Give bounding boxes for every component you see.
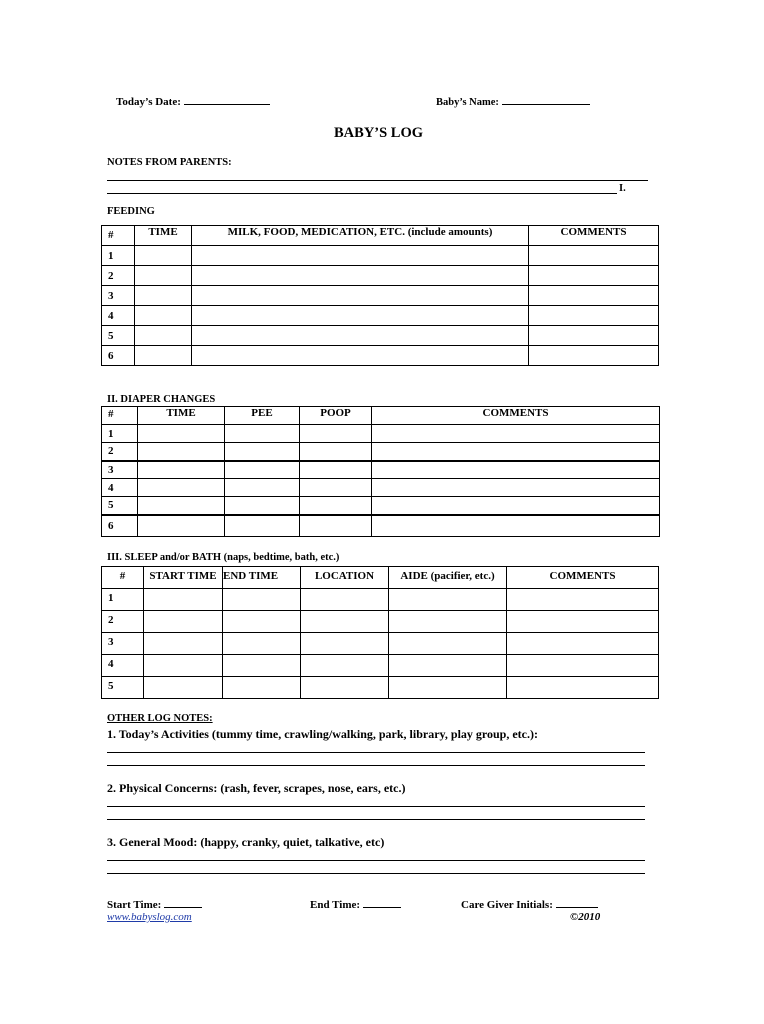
end-time-cell[interactable] xyxy=(223,611,301,633)
feeding-col-num: # xyxy=(102,226,135,246)
location-cell[interactable] xyxy=(301,611,389,633)
milk-cell[interactable] xyxy=(192,346,529,366)
milk-cell[interactable] xyxy=(192,326,529,346)
row-number: 2 xyxy=(102,266,135,286)
comments-cell[interactable] xyxy=(372,443,660,461)
mood-line-2[interactable] xyxy=(107,873,645,874)
comments-cell[interactable] xyxy=(372,425,660,443)
poop-cell[interactable] xyxy=(300,515,372,537)
general-mood-prompt: 3. General Mood: (happy, cranky, quiet, talkative, etc) xyxy=(107,835,385,849)
diaper-col-num: # xyxy=(102,407,138,425)
sleep-col-num: # xyxy=(102,567,144,589)
table-row xyxy=(102,633,659,655)
table-row xyxy=(102,326,659,346)
row-number: 2 xyxy=(102,443,138,461)
diaper-col-poop: POOP xyxy=(300,407,372,425)
comments-cell[interactable] xyxy=(529,246,659,266)
time-cell[interactable] xyxy=(135,266,192,286)
table-row xyxy=(102,246,659,266)
start-time-cell[interactable] xyxy=(144,677,223,699)
row-number: 4 xyxy=(102,655,144,677)
start-time-field[interactable] xyxy=(107,899,202,911)
time-cell[interactable] xyxy=(138,443,225,461)
physical-concerns-prompt: 2. Physical Concerns: (rash, fever, scrapes, nose, ears, etc.) xyxy=(107,781,406,795)
notes-line-2[interactable] xyxy=(107,193,617,194)
table-row xyxy=(102,443,660,461)
comments-cell[interactable] xyxy=(372,515,660,537)
time-cell[interactable] xyxy=(138,425,225,443)
table-row xyxy=(102,425,660,443)
time-cell[interactable] xyxy=(135,286,192,306)
time-cell[interactable] xyxy=(138,461,225,479)
table-row xyxy=(102,611,659,633)
poop-cell[interactable] xyxy=(300,497,372,515)
caregiver-initials-field[interactable] xyxy=(461,899,598,911)
notes-from-parents-label: NOTES FROM PARENTS: xyxy=(107,157,232,168)
row-number: 1 xyxy=(102,425,138,443)
time-cell[interactable] xyxy=(135,326,192,346)
table-row xyxy=(102,479,660,497)
activities-line-1[interactable] xyxy=(107,752,645,753)
location-cell[interactable] xyxy=(301,633,389,655)
feeding-header-row xyxy=(102,226,659,246)
row-number: 3 xyxy=(102,286,135,306)
comments-cell[interactable] xyxy=(507,633,659,655)
sleep-col-start-time: START TIME xyxy=(144,567,223,589)
baby-name-label: Baby’s Name: xyxy=(436,97,499,108)
sleep-bath-label: III. SLEEP and/or BATH (naps, bedtime, bath, etc.) xyxy=(107,552,340,563)
other-log-notes-label: OTHER LOG NOTES: xyxy=(107,713,213,724)
row-number: 5 xyxy=(102,326,135,346)
table-row xyxy=(102,589,659,611)
start-time-label: Start Time: xyxy=(107,899,162,911)
sleep-col-comments: COMMENTS xyxy=(507,567,659,589)
caregiver-initials-blank[interactable] xyxy=(556,907,598,908)
table-row xyxy=(102,266,659,286)
start-time-cell[interactable] xyxy=(144,655,223,677)
end-time-cell[interactable] xyxy=(223,677,301,699)
poop-cell[interactable] xyxy=(300,479,372,497)
sleep-col-location: LOCATION xyxy=(301,567,389,589)
row-number: 1 xyxy=(102,589,144,611)
feeding-table xyxy=(101,225,659,366)
aide-cell[interactable] xyxy=(389,655,507,677)
diaper-changes-label: II. DIAPER CHANGES xyxy=(107,394,216,405)
row-number: 5 xyxy=(102,497,138,515)
milk-cell[interactable] xyxy=(192,266,529,286)
row-number: 2 xyxy=(102,611,144,633)
poop-cell[interactable] xyxy=(300,461,372,479)
row-number: 3 xyxy=(102,461,138,479)
website-link[interactable]: www.babyslog.com xyxy=(107,911,192,923)
table-row xyxy=(102,497,660,515)
time-cell[interactable] xyxy=(135,306,192,326)
comments-cell[interactable] xyxy=(507,655,659,677)
poop-cell[interactable] xyxy=(300,425,372,443)
aide-cell[interactable] xyxy=(389,611,507,633)
feeding-col-milk: MILK, FOOD, MEDICATION, ETC. (include amounts) xyxy=(192,226,529,246)
comments-cell[interactable] xyxy=(372,479,660,497)
comments-cell[interactable] xyxy=(529,286,659,306)
time-cell[interactable] xyxy=(135,246,192,266)
activities-line-2[interactable] xyxy=(107,765,645,766)
comments-cell[interactable] xyxy=(529,306,659,326)
pee-cell[interactable] xyxy=(225,425,300,443)
end-time-cell[interactable] xyxy=(223,633,301,655)
start-time-cell[interactable] xyxy=(144,633,223,655)
comments-cell[interactable] xyxy=(507,677,659,699)
end-time-label: End Time: xyxy=(310,899,361,911)
row-number: 6 xyxy=(102,346,135,366)
notes-line-1[interactable] xyxy=(107,180,648,181)
end-time-blank[interactable] xyxy=(363,907,401,908)
aide-cell[interactable] xyxy=(389,589,507,611)
table-row xyxy=(102,655,659,677)
time-cell[interactable] xyxy=(135,346,192,366)
physical-line-2[interactable] xyxy=(107,819,645,820)
row-number: 1 xyxy=(102,246,135,266)
milk-cell[interactable] xyxy=(192,306,529,326)
location-cell[interactable] xyxy=(301,655,389,677)
activities-prompt: 1. Today’s Activities (tummy time, crawling/walking, park, library, play group, etc.): xyxy=(107,727,538,741)
table-row xyxy=(102,286,659,306)
row-number: 6 xyxy=(102,515,138,537)
sleep-col-end-time: END TIME xyxy=(223,567,301,589)
comments-cell[interactable] xyxy=(507,589,659,611)
mood-line-1[interactable] xyxy=(107,860,645,861)
diaper-col-time: TIME xyxy=(138,407,225,425)
diaper-table xyxy=(101,406,660,537)
diaper-col-comments: COMMENTS xyxy=(372,407,660,425)
todays-date-label: Today’s Date: xyxy=(116,96,181,108)
feeding-col-comments: COMMENTS xyxy=(529,226,659,246)
row-number: 4 xyxy=(102,306,135,326)
diaper-col-pee: PEE xyxy=(225,407,300,425)
comments-cell[interactable] xyxy=(372,461,660,479)
todays-date-blank[interactable] xyxy=(184,104,270,105)
comments-cell[interactable] xyxy=(507,611,659,633)
sleep-col-aide: AIDE (pacifier, etc.) xyxy=(389,567,507,589)
comments-cell[interactable] xyxy=(372,497,660,515)
comments-cell[interactable] xyxy=(529,326,659,346)
time-cell[interactable] xyxy=(138,497,225,515)
pee-cell[interactable] xyxy=(225,461,300,479)
caregiver-initials-label: Care Giver Initials: xyxy=(461,899,553,911)
location-cell[interactable] xyxy=(301,677,389,699)
table-row xyxy=(102,677,659,699)
diaper-header-row xyxy=(102,407,660,425)
comments-cell[interactable] xyxy=(529,346,659,366)
milk-cell[interactable] xyxy=(192,286,529,306)
end-time-cell[interactable] xyxy=(223,655,301,677)
pee-cell[interactable] xyxy=(225,443,300,461)
milk-cell[interactable] xyxy=(192,246,529,266)
comments-cell[interactable] xyxy=(529,266,659,286)
row-number: 3 xyxy=(102,633,144,655)
todays-date-field[interactable] xyxy=(116,96,270,108)
time-cell[interactable] xyxy=(138,515,225,537)
section-i-label: I. xyxy=(619,183,626,194)
time-cell[interactable] xyxy=(138,479,225,497)
end-time-cell[interactable] xyxy=(223,589,301,611)
feeding-col-time: TIME xyxy=(135,226,192,246)
copyright-text: ©2010 xyxy=(570,911,601,923)
start-time-blank[interactable] xyxy=(164,907,202,908)
location-cell[interactable] xyxy=(301,589,389,611)
pee-cell[interactable] xyxy=(225,497,300,515)
pee-cell[interactable] xyxy=(225,515,300,537)
table-row xyxy=(102,515,660,537)
pee-cell[interactable] xyxy=(225,479,300,497)
baby-name-blank[interactable] xyxy=(502,104,590,105)
physical-line-1[interactable] xyxy=(107,806,645,807)
sleep-header-row xyxy=(102,567,659,589)
aide-cell[interactable] xyxy=(389,633,507,655)
table-row xyxy=(102,306,659,326)
feeding-label: FEEDING xyxy=(107,206,155,217)
sleep-table xyxy=(101,566,659,699)
poop-cell[interactable] xyxy=(300,443,372,461)
end-time-field[interactable] xyxy=(310,899,401,911)
row-number: 5 xyxy=(102,677,144,699)
baby-name-field[interactable] xyxy=(436,97,590,108)
page-title: BABY’S LOG xyxy=(334,125,424,141)
table-row xyxy=(102,461,660,479)
aide-cell[interactable] xyxy=(389,677,507,699)
row-number: 4 xyxy=(102,479,138,497)
start-time-cell[interactable] xyxy=(144,589,223,611)
start-time-cell[interactable] xyxy=(144,611,223,633)
table-row xyxy=(102,346,659,366)
